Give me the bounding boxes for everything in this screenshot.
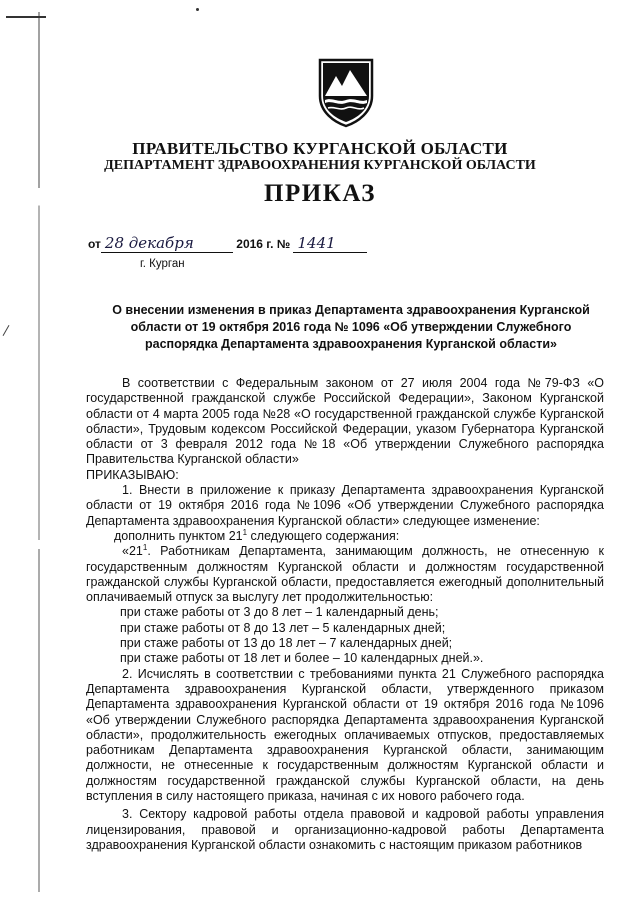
tenure-line: при стаже работы от 18 лет и более – 10 календарных дней.». <box>120 651 484 666</box>
date-year: 2016 г. № <box>236 237 291 251</box>
scan-artifact-tick <box>3 325 10 336</box>
scan-artifact-mark <box>6 16 46 18</box>
tenure-line: при стаже работы от 8 до 13 лет – 5 календарных дней; <box>120 620 446 635</box>
date-prefix: от <box>88 237 101 251</box>
quote-start: «21 <box>122 544 143 559</box>
preamble-paragraph: В соответствии с Федеральным законом от 27 июля 2004 года №79-ФЗ «О государственной гражданской службе Российской Федерации», Законом Курганской области от 4 марта 2005 года №28 «О государственной гражданской службе Курганской области», Трудовым кодексом Российской Федерации, указом Губернатора Курганской области от 3 февраля 2012 года №18 «Об утверждении Служебного распорядка Правительства Курганской области» <box>86 376 604 467</box>
city-name: г. Курган <box>140 258 185 270</box>
order-date-line <box>88 234 367 253</box>
order-body <box>86 376 604 853</box>
quoted-point-paragraph <box>86 544 604 605</box>
item-1-paragraph: 1. Внести в приложение к приказу Департамента здравоохранения Курганской области от 19 октября 2016 года №1096 «Об утверждении Служебного распорядка Департамента здравоохранения Курганской области» следующее изменение: <box>86 483 604 528</box>
government-title: ПРАВИТЕЛЬСТВО КУРГАНСКОЙ ОБЛАСТИ <box>132 139 508 158</box>
add-point-post: следующего содержания: <box>247 528 400 543</box>
scan-artifact-dot <box>196 8 199 11</box>
add-point-sup: 1 <box>242 527 248 537</box>
tenure-line: при стаже работы от 3 до 8 лет – 1 календарный день; <box>120 605 439 620</box>
department-title: ДЕПАРТАМЕНТ ЗДРАВООХРАНЕНИЯ КУРГАНСКОЙ ОБЛАСТИ <box>104 158 536 173</box>
add-point-pre: дополнить пунктом 21 <box>114 528 243 543</box>
order-subject: О внесении изменения в приказ Департамента здравоохранения Курганской области от 19 октября 2016 года № 1096 «Об утверждении Служебного распорядка Департамента здравоохранения Курганской области» <box>112 303 590 351</box>
item-2-paragraph: 2. Исчислять в соответствии с требованиями пункта 21 Служебного распорядка Департамента здравоохранения Курганской области, утвержденного приказом Департамента здравоохранения Курганской области от 19 октября 2016 года №1096 «Об утверждении Служебного распорядка Департамента здравоохранения Курганской области», продолжительность ежегодных оплачиваемых отпусков, предоставляемых работникам Департамента здравоохранения Курганской области, занимающим должности, не отнесенные к государственным должностям Курганской области и должностям государственной гражданской службы Курганской области, на день вступления в силу настоящего приказа, начиная с их нового рабочего года. <box>86 666 604 804</box>
add-point-line <box>86 529 604 544</box>
handwritten-date: 28 декабря <box>101 234 233 253</box>
item-3-paragraph: 3. Сектору кадровой работы отдела правовой и кадровой работы управления лицензирования, правовой и организационно-кадровой работы Департамента здравоохранения Курганской области ознакомить с настоящим приказом работников <box>86 807 604 852</box>
quote-text: . Работникам Департамента, занимающим должность, не отнесенную к государственным должностям Курганской области и должностям государственной гражданской службы Курганской области, предоставляется ежегодный дополнительный оплачиваемый отпуск за выслугу лет продолжительностью: <box>86 544 604 605</box>
tenure-line: при стаже работы от 13 до 18 лет – 7 календарных дней; <box>120 636 453 651</box>
handwritten-number: 1441 <box>293 234 367 253</box>
quote-sup: 1 <box>142 543 148 553</box>
order-word: ПРИКАЗЫВАЮ: <box>86 467 179 482</box>
coat-of-arms-icon <box>316 56 376 128</box>
order-heading: ПРИКАЗ <box>264 180 376 207</box>
